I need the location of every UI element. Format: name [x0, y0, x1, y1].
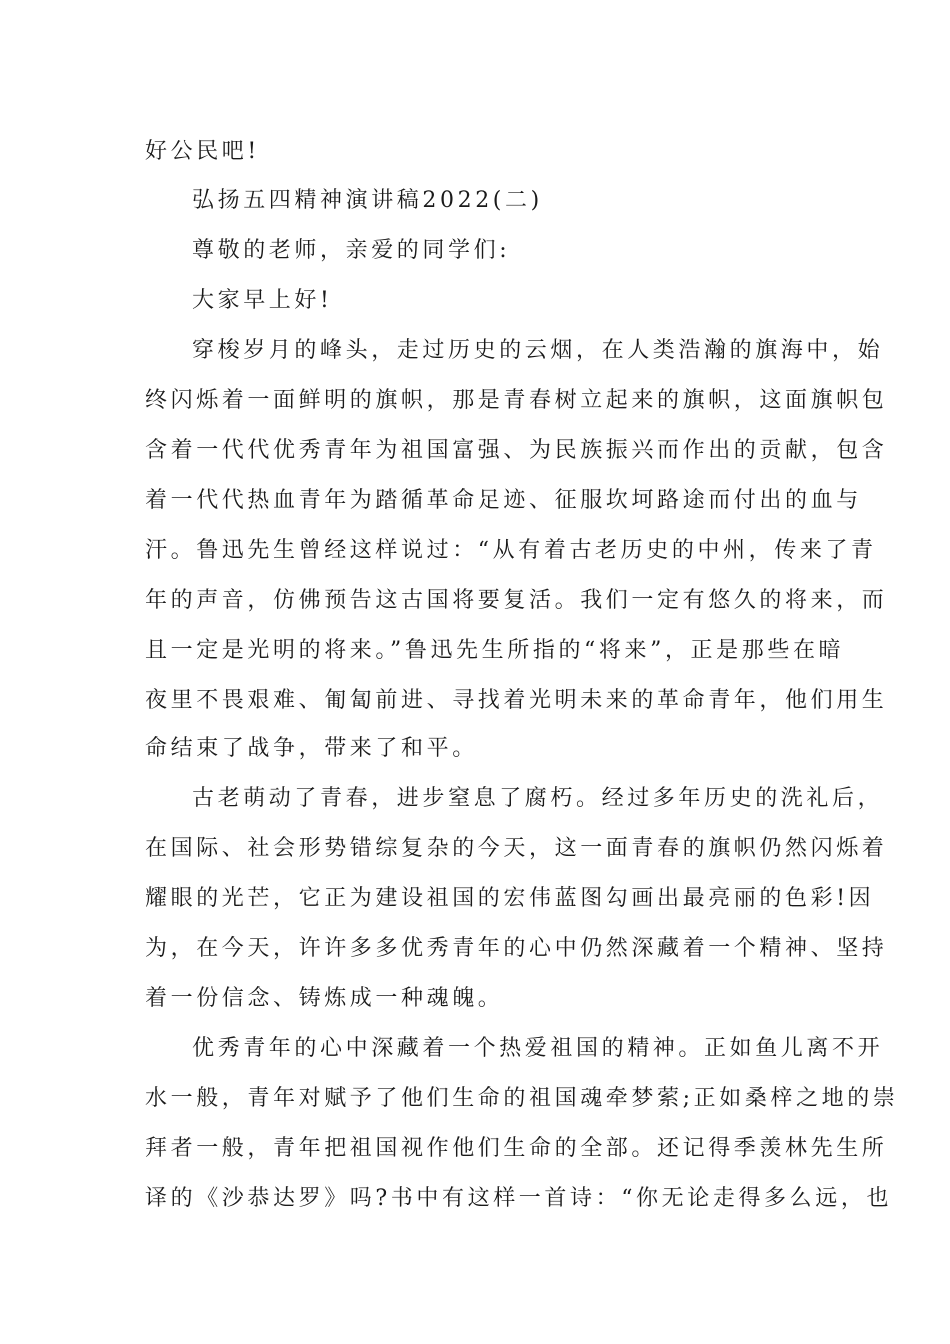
text-line: 译的《沙恭达罗》吗?书中有这样一首诗：“你无论走得多么远，也: [145, 1186, 893, 1211]
text-line: 夜里不畏艰难、匍匐前进、寻找着光明未来的革命青年，他们用生: [145, 688, 888, 713]
text-line: 含着一代代优秀青年为祖国富强、为民族振兴而作出的贡献，包含: [145, 438, 888, 463]
text-line: 且一定是光明的将来。”鲁迅先生所指的“将来”，正是那些在暗: [145, 638, 845, 663]
text-line: 年的声音，仿佛预告这古国将要复活。我们一定有悠久的将来，而: [145, 588, 888, 613]
salutation: 尊敬的老师，亲爱的同学们:: [192, 238, 511, 263]
text-line: 水一般，青年对赋予了他们生命的祖国魂牵梦萦;正如桑梓之地的崇: [145, 1086, 899, 1111]
greeting: 大家早上好!: [192, 288, 333, 313]
speech-title: 弘扬五四精神演讲稿2022(二): [192, 188, 543, 213]
text-line: 优秀青年的心中深藏着一个热爱祖国的精神。正如鱼儿离不开: [192, 1036, 884, 1061]
text-line: 为，在今天，许许多多优秀青年的心中仍然深藏着一个精神、坚持: [145, 936, 888, 961]
text-line: 着一份信念、铸炼成一种魂魄。: [145, 986, 504, 1011]
text-line: 好公民吧!: [145, 139, 260, 164]
text-line: 耀眼的光芒，它正为建设祖国的宏伟蓝图勾画出最亮丽的色彩!因: [145, 886, 875, 911]
text-line: 汗。鲁迅先生曾经这样说过：“从有着古老历史的中州，传来了青: [145, 538, 877, 563]
text-line: 在国际、社会形势错综复杂的今天，这一面青春的旗帜仍然闪烁着: [145, 836, 888, 861]
text-line: 命结束了战争，带来了和平。: [145, 736, 478, 761]
text-line: 穿梭岁月的峰头，走过历史的云烟，在人类浩瀚的旗海中，始: [192, 338, 884, 363]
text-line: 着一代代热血青年为踏循革命足迹、征服坎坷路途而付出的血与: [145, 488, 862, 513]
text-line: 拜者一般，青年把祖国视作他们生命的全部。还记得季羡林先生所: [145, 1136, 888, 1161]
text-line: 终闪烁着一面鲜明的旗帜，那是青春树立起来的旗帜，这面旗帜包: [145, 388, 888, 413]
text-line: 古老萌动了青春，进步窒息了腐朽。经过多年历史的洗礼后，: [192, 786, 884, 811]
